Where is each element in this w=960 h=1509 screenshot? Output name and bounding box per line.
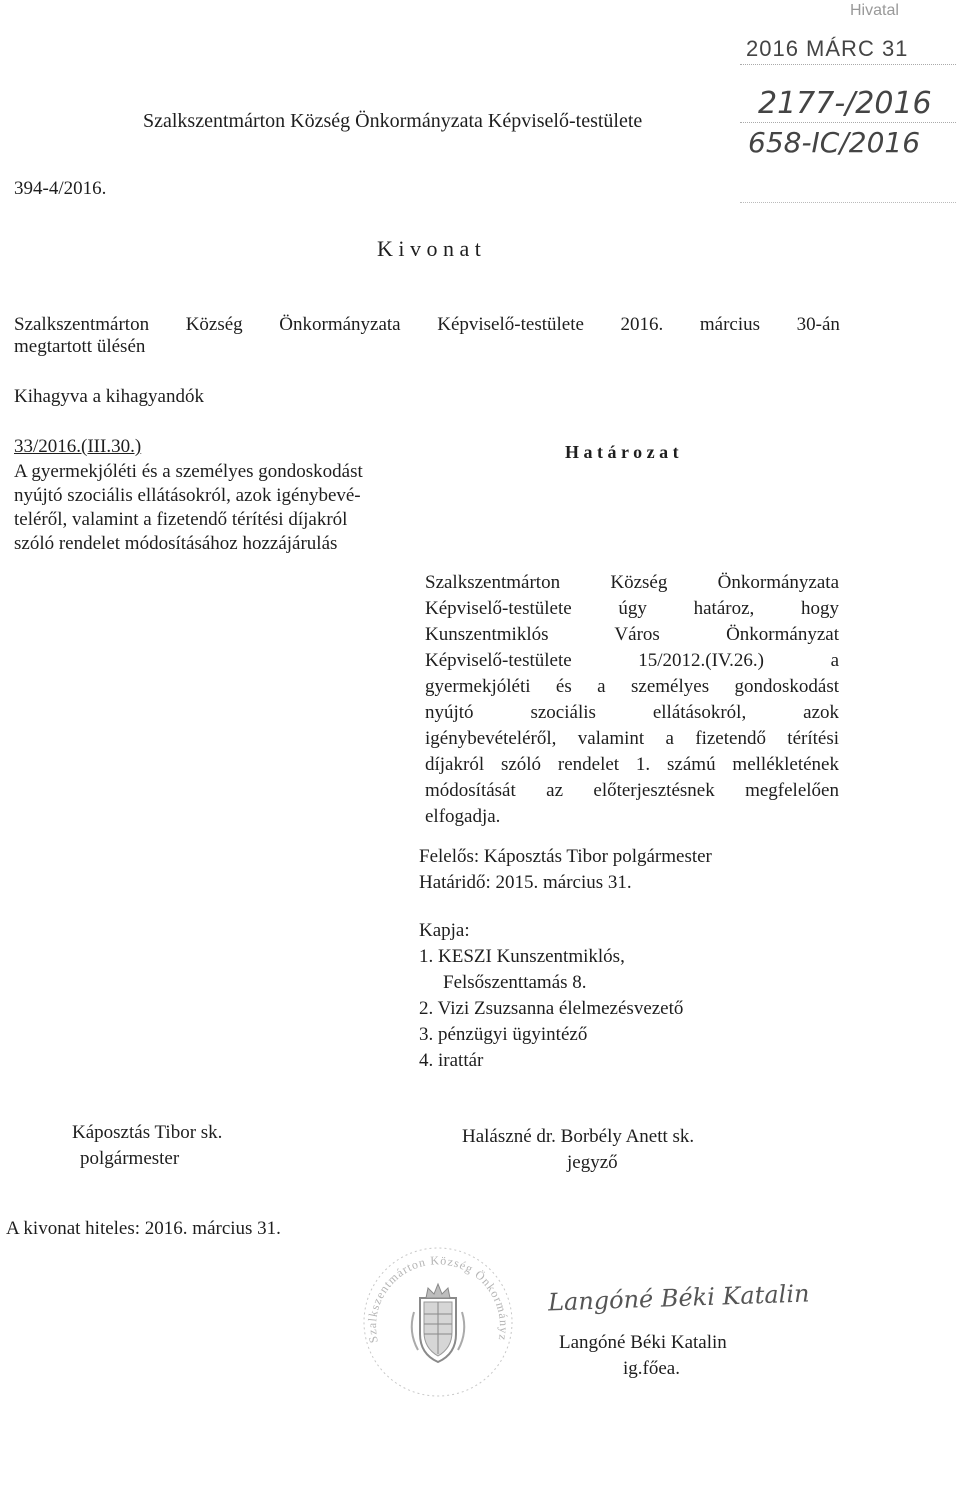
stamp-date: 2016 MÁRC 31 [746, 36, 909, 61]
intro-line [14, 314, 840, 336]
intro-word: Képviselő-testülete [437, 314, 584, 335]
subject-line: A gyermekjóléti és a személyes gondoskodást [14, 461, 363, 482]
decision-line: gyermekjóléti és a személyes gondoskodást [425, 676, 839, 697]
stamp-office: Hivatal [850, 2, 899, 19]
resolution-subject [14, 460, 363, 556]
recipients-label: Kapja: [419, 920, 470, 941]
decision-line: módosítását az előterjesztésnek megfelelően [425, 780, 839, 801]
signer-signature: Langóné Béki Katalin [547, 1279, 810, 1317]
mayor-title: polgármester [80, 1148, 180, 1169]
official-seal [358, 1242, 518, 1402]
intro-word: 30-án [796, 314, 840, 335]
omitted-note: Kihagyva a kihagyandók [14, 386, 204, 407]
subject-line: szóló rendelet módosításához hozzájárulás [14, 533, 338, 554]
recipient-item: 4. irattár [419, 1050, 484, 1071]
decision-line: elfogadja. [425, 806, 501, 827]
recipient-item: 2. Vizi Zsuzsanna élelmezésvezető [419, 998, 684, 1019]
intro-word: Szalkszentmárton [14, 314, 150, 335]
recipient-item: 3. pénzügyi ügyintéző [419, 1024, 588, 1045]
intro-word: Önkormányzata [279, 314, 401, 335]
decision-line: díjakról szóló rendelet 1. számú mellékletének [425, 754, 839, 775]
stamp-divider [740, 202, 956, 203]
decision-line: Kunszentmiklós Város Önkormányzat [425, 624, 839, 645]
recipient-item: 1. KESZI Kunszentmiklós, [419, 946, 625, 967]
intro-word: Község [185, 314, 243, 335]
recipient-item: Felsőszenttamás 8. [443, 972, 587, 993]
intro-line-2: megtartott ülésén [14, 336, 146, 357]
resolution-number: 33/2016.(III.30.) [14, 436, 142, 457]
signer-name: Langóné Béki Katalin [559, 1332, 727, 1353]
notary-name: Halászné dr. Borbély Anett sk. [462, 1126, 695, 1147]
council-name: Szalkszentmárton Község Önkormányzata Képviselő-testülete [143, 110, 643, 132]
registration-stamp [740, 0, 960, 210]
mayor-name: Káposztás Tibor sk. [72, 1122, 223, 1143]
certification-text: A kivonat hiteles: 2016. március 31. [6, 1218, 281, 1239]
signer-title: ig.főea. [623, 1358, 680, 1379]
intro-word: március [699, 314, 761, 335]
decision-line: igénybevételéről, valamint a fizetendő térítési [425, 728, 839, 749]
decision-line: Képviselő-testülete úgy határoz, hogy [425, 598, 839, 619]
stamp-reg-number-1: 2177-/2016 [758, 86, 932, 121]
stamp-reg-number-2: 658-IC/2016 [748, 126, 921, 159]
stamp-divider [740, 122, 956, 123]
intro-word: 2016. [620, 314, 664, 335]
notary-title: jegyző [567, 1152, 618, 1173]
decision-line: nyújtó szociális ellátásokról, azok [425, 702, 839, 723]
subject-line: nyújtó szociális ellátásokról, azok igénybevé- [14, 485, 361, 506]
seal-graphic [358, 1242, 518, 1402]
decision-heading: H a t á r o z a t [565, 442, 679, 462]
subject-line: teléről, valamint a fizetendő térítési díjakról [14, 509, 348, 530]
document-title: K i v o n a t [377, 236, 481, 261]
reference-number: 394-4/2016. [14, 178, 107, 199]
responsible: Felelős: Káposztás Tibor polgármester [419, 846, 712, 867]
deadline: Határidő: 2015. március 31. [419, 872, 632, 893]
decision-line: Szalkszentmárton Község Önkormányzata [425, 572, 839, 593]
stamp-divider [740, 64, 956, 65]
svg-text:Szalkszentmárton Község Önkorm: Szalkszentmárton Község Önkormányz [364, 1253, 512, 1345]
decision-text [425, 570, 839, 830]
decision-line: Képviselő-testülete 15/2012.(IV.26.) a [425, 650, 839, 671]
